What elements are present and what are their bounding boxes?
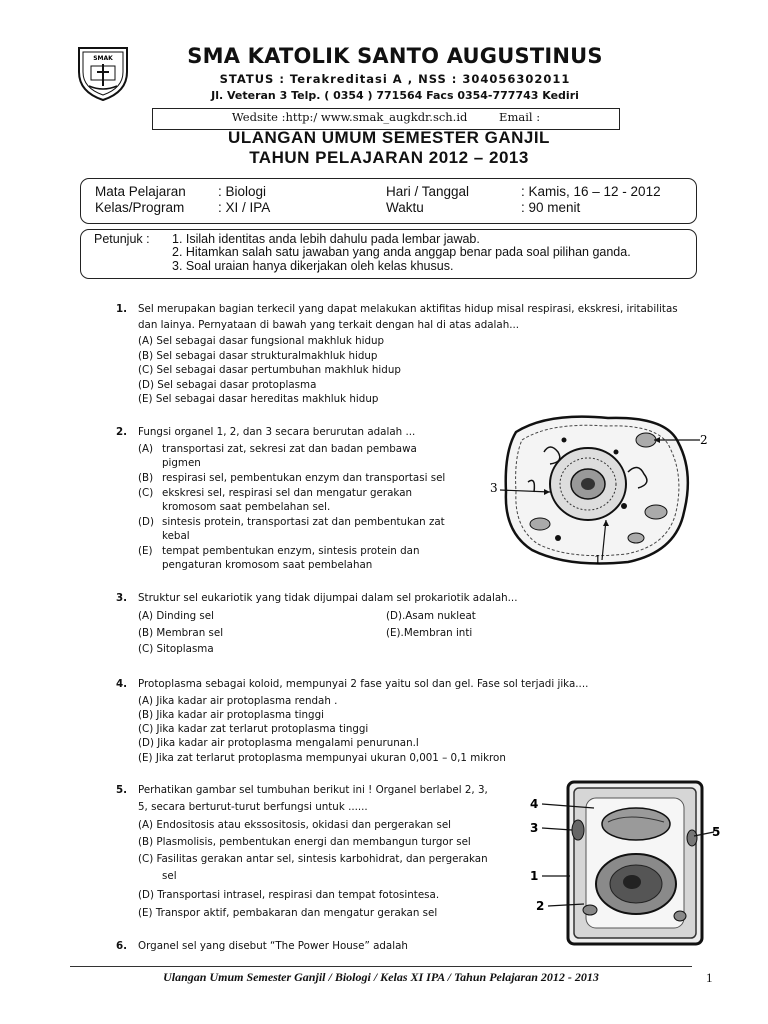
answer-option: (D) Sel sebagai dasar protoplasma xyxy=(138,379,317,391)
answer-option: (C) Fasilitas gerakan antar sel, sintesis karbohidrat, dan pergerakan xyxy=(138,853,488,865)
question-number: 5. xyxy=(116,784,128,796)
question-text: Perhatikan gambar sel tumbuhan berikut ini ! Organel berlabel 2, 3, xyxy=(138,784,488,796)
answer-option: tempat pembentukan enzym, sintesis protein dan xyxy=(162,545,420,557)
answer-option: (C) Sitoplasma xyxy=(138,643,214,655)
figure-label: 2 xyxy=(700,433,708,447)
answer-option: pigmen xyxy=(162,457,201,469)
question-text: Struktur sel eukariotik yang tidak dijumpai dalam sel prokariotik adalah... xyxy=(138,592,518,604)
option-letter: (A) xyxy=(138,443,154,455)
hari-value: : Kamis, 16 – 12 - 2012 xyxy=(521,184,661,199)
answer-option: (B) Sel sebagai dasar strukturalmakhluk hidup xyxy=(138,350,378,362)
website-text: Wedsite :http:/ www.smak_augkdr.sch.id xyxy=(231,110,468,124)
question-number: 4. xyxy=(116,678,128,690)
figure-label: 1 xyxy=(594,553,602,567)
answer-option: (C) Sel sebagai dasar pertumbuhan makhluk hidup xyxy=(138,364,401,376)
answer-option: (E).Membran inti xyxy=(386,627,473,639)
option-letter: (D) xyxy=(138,516,154,528)
answer-option: transportasi zat, sekresi zat dan badan pembawa xyxy=(162,443,417,455)
figure-label: 3 xyxy=(490,481,498,495)
question-number: 2. xyxy=(116,426,128,438)
question-text: dan lainya. Pernyataan di bawah yang terkait dengan hal di atas adalah... xyxy=(138,319,520,331)
answer-option: (D) Transportasi intrasel, respirasi dan tempat fotosintesa. xyxy=(138,889,440,901)
school-name: SMA KATOLIK SANTO AUGUSTINUS xyxy=(187,44,603,68)
figure-label: 1 xyxy=(530,869,539,883)
answer-option: sintesis protein, transportasi zat dan pembentukan zat xyxy=(162,516,445,528)
instruction-item: 2. Hitamkan salah satu jawaban yang anda anggap benar pada soal pilihan ganda. xyxy=(172,245,631,259)
logo-text: SMAK xyxy=(93,55,113,62)
school-address: Jl. Veteran 3 Telp. ( 0354 ) 771564 Facs 0354-777743 Kediri xyxy=(211,89,579,102)
option-letter: (B) xyxy=(138,472,154,484)
answer-option: (A) Sel sebagai dasar fungsional makhluk hidup xyxy=(138,335,385,347)
answer-option: kromosom saat pembelahan sel. xyxy=(162,501,331,513)
answer-option: respirasi sel, pembentukan enzym dan transportasi sel xyxy=(162,472,446,484)
instructions-label: Petunjuk : xyxy=(94,232,150,246)
answer-option: (B) Jika kadar air protoplasma tinggi xyxy=(138,709,324,721)
instruction-item: 3. Soal uraian hanya dikerjakan oleh kelas khusus. xyxy=(172,259,454,273)
question-text: Organel sel yang disebut “The Power House” adalah xyxy=(138,940,408,952)
question-text: Fungsi organel 1, 2, dan 3 secara berurutan adalah ... xyxy=(138,426,416,438)
answer-option: (E) Sel sebagai dasar hereditas makhluk hidup xyxy=(138,393,379,405)
answer-option: (A) Endositosis atau ekssositosis, okidasi dan pergerakan sel xyxy=(138,819,452,831)
figure-label: 3 xyxy=(530,821,539,835)
figure-label: 5 xyxy=(712,825,721,839)
question-number: 3. xyxy=(116,592,128,604)
waktu-value: : 90 menit xyxy=(521,200,581,215)
hari-label: Hari / Tanggal xyxy=(386,184,470,199)
question-text: Protoplasma sebagai koloid, mempunyai 2 fase yaitu sol dan gel. Fase sol terjadi jika.... xyxy=(138,678,589,690)
school-status: STATUS : Terakreditasi A , NSS : 304056302011 xyxy=(219,72,571,86)
answer-option: kebal xyxy=(162,530,190,542)
page-number: 1 xyxy=(706,970,713,985)
answer-option: (D).Asam nukleat xyxy=(386,610,476,622)
answer-option: (E) Jika zat terlarut protoplasma mempunyai ukuran 0,001 – 0,1 mikron xyxy=(138,752,506,764)
website-line xyxy=(152,110,620,124)
email-text: Email : xyxy=(499,110,541,124)
answer-option: (E) Transpor aktif, pembakaran dan mengatur gerakan sel xyxy=(138,907,438,919)
figure-label: 4 xyxy=(530,797,539,811)
animal-cell-figure xyxy=(488,412,720,570)
mapel-value: : Biologi xyxy=(218,184,267,199)
answer-option: (C) Jika kadar zat terlarut protoplasma tinggi xyxy=(138,723,369,735)
answer-option: ekskresi sel, respirasi sel dan mengatur gerakan xyxy=(162,487,413,499)
exam-year: TAHUN PELAJARAN 2012 – 2013 xyxy=(249,148,529,167)
kelas-label: Kelas/Program xyxy=(95,200,185,215)
question-number: 1. xyxy=(116,303,128,315)
answer-option: (A) Jika kadar air protoplasma rendah . xyxy=(138,695,338,707)
waktu-label: Waktu xyxy=(386,200,424,215)
footer-text: Ulangan Umum Semester Ganjil / Biologi / Kelas XI IPA / Tahun Pelajaran 2012 - 2013 xyxy=(163,970,599,984)
instruction-item: 1. Isilah identitas anda lebih dahulu pada lembar jawab. xyxy=(172,232,480,246)
question-number: 6. xyxy=(116,940,128,952)
option-letter: (C) xyxy=(138,487,154,499)
question-text: 5, secara berturut-turut berfungsi untuk ...... xyxy=(138,801,368,813)
answer-option: (A) Dinding sel xyxy=(138,610,214,622)
option-letter: (E) xyxy=(138,545,153,557)
exam-title: ULANGAN UMUM SEMESTER GANJIL xyxy=(228,128,550,147)
footer-divider xyxy=(70,966,692,967)
answer-option: sel xyxy=(162,870,177,882)
answer-option: (D) Jika kadar air protoplasma mengalami penurunan.l xyxy=(138,737,419,749)
answer-option: pengaturan kromosom saat pembelahan xyxy=(162,559,373,571)
question-text: Sel merupakan bagian terkecil yang dapat melakukan aktifitas hidup misal respirasi, ekskresi, iritabilitas xyxy=(138,303,678,315)
plant-cell-figure xyxy=(528,778,724,948)
answer-option: (B) Membran sel xyxy=(138,627,224,639)
mapel-label: Mata Pelajaran xyxy=(95,184,186,199)
answer-option: (B) Plasmolisis, pembentukan energi dan membangun turgor sel xyxy=(138,836,471,848)
kelas-value: : XI / IPA xyxy=(218,200,271,215)
figure-label: 2 xyxy=(536,899,545,913)
